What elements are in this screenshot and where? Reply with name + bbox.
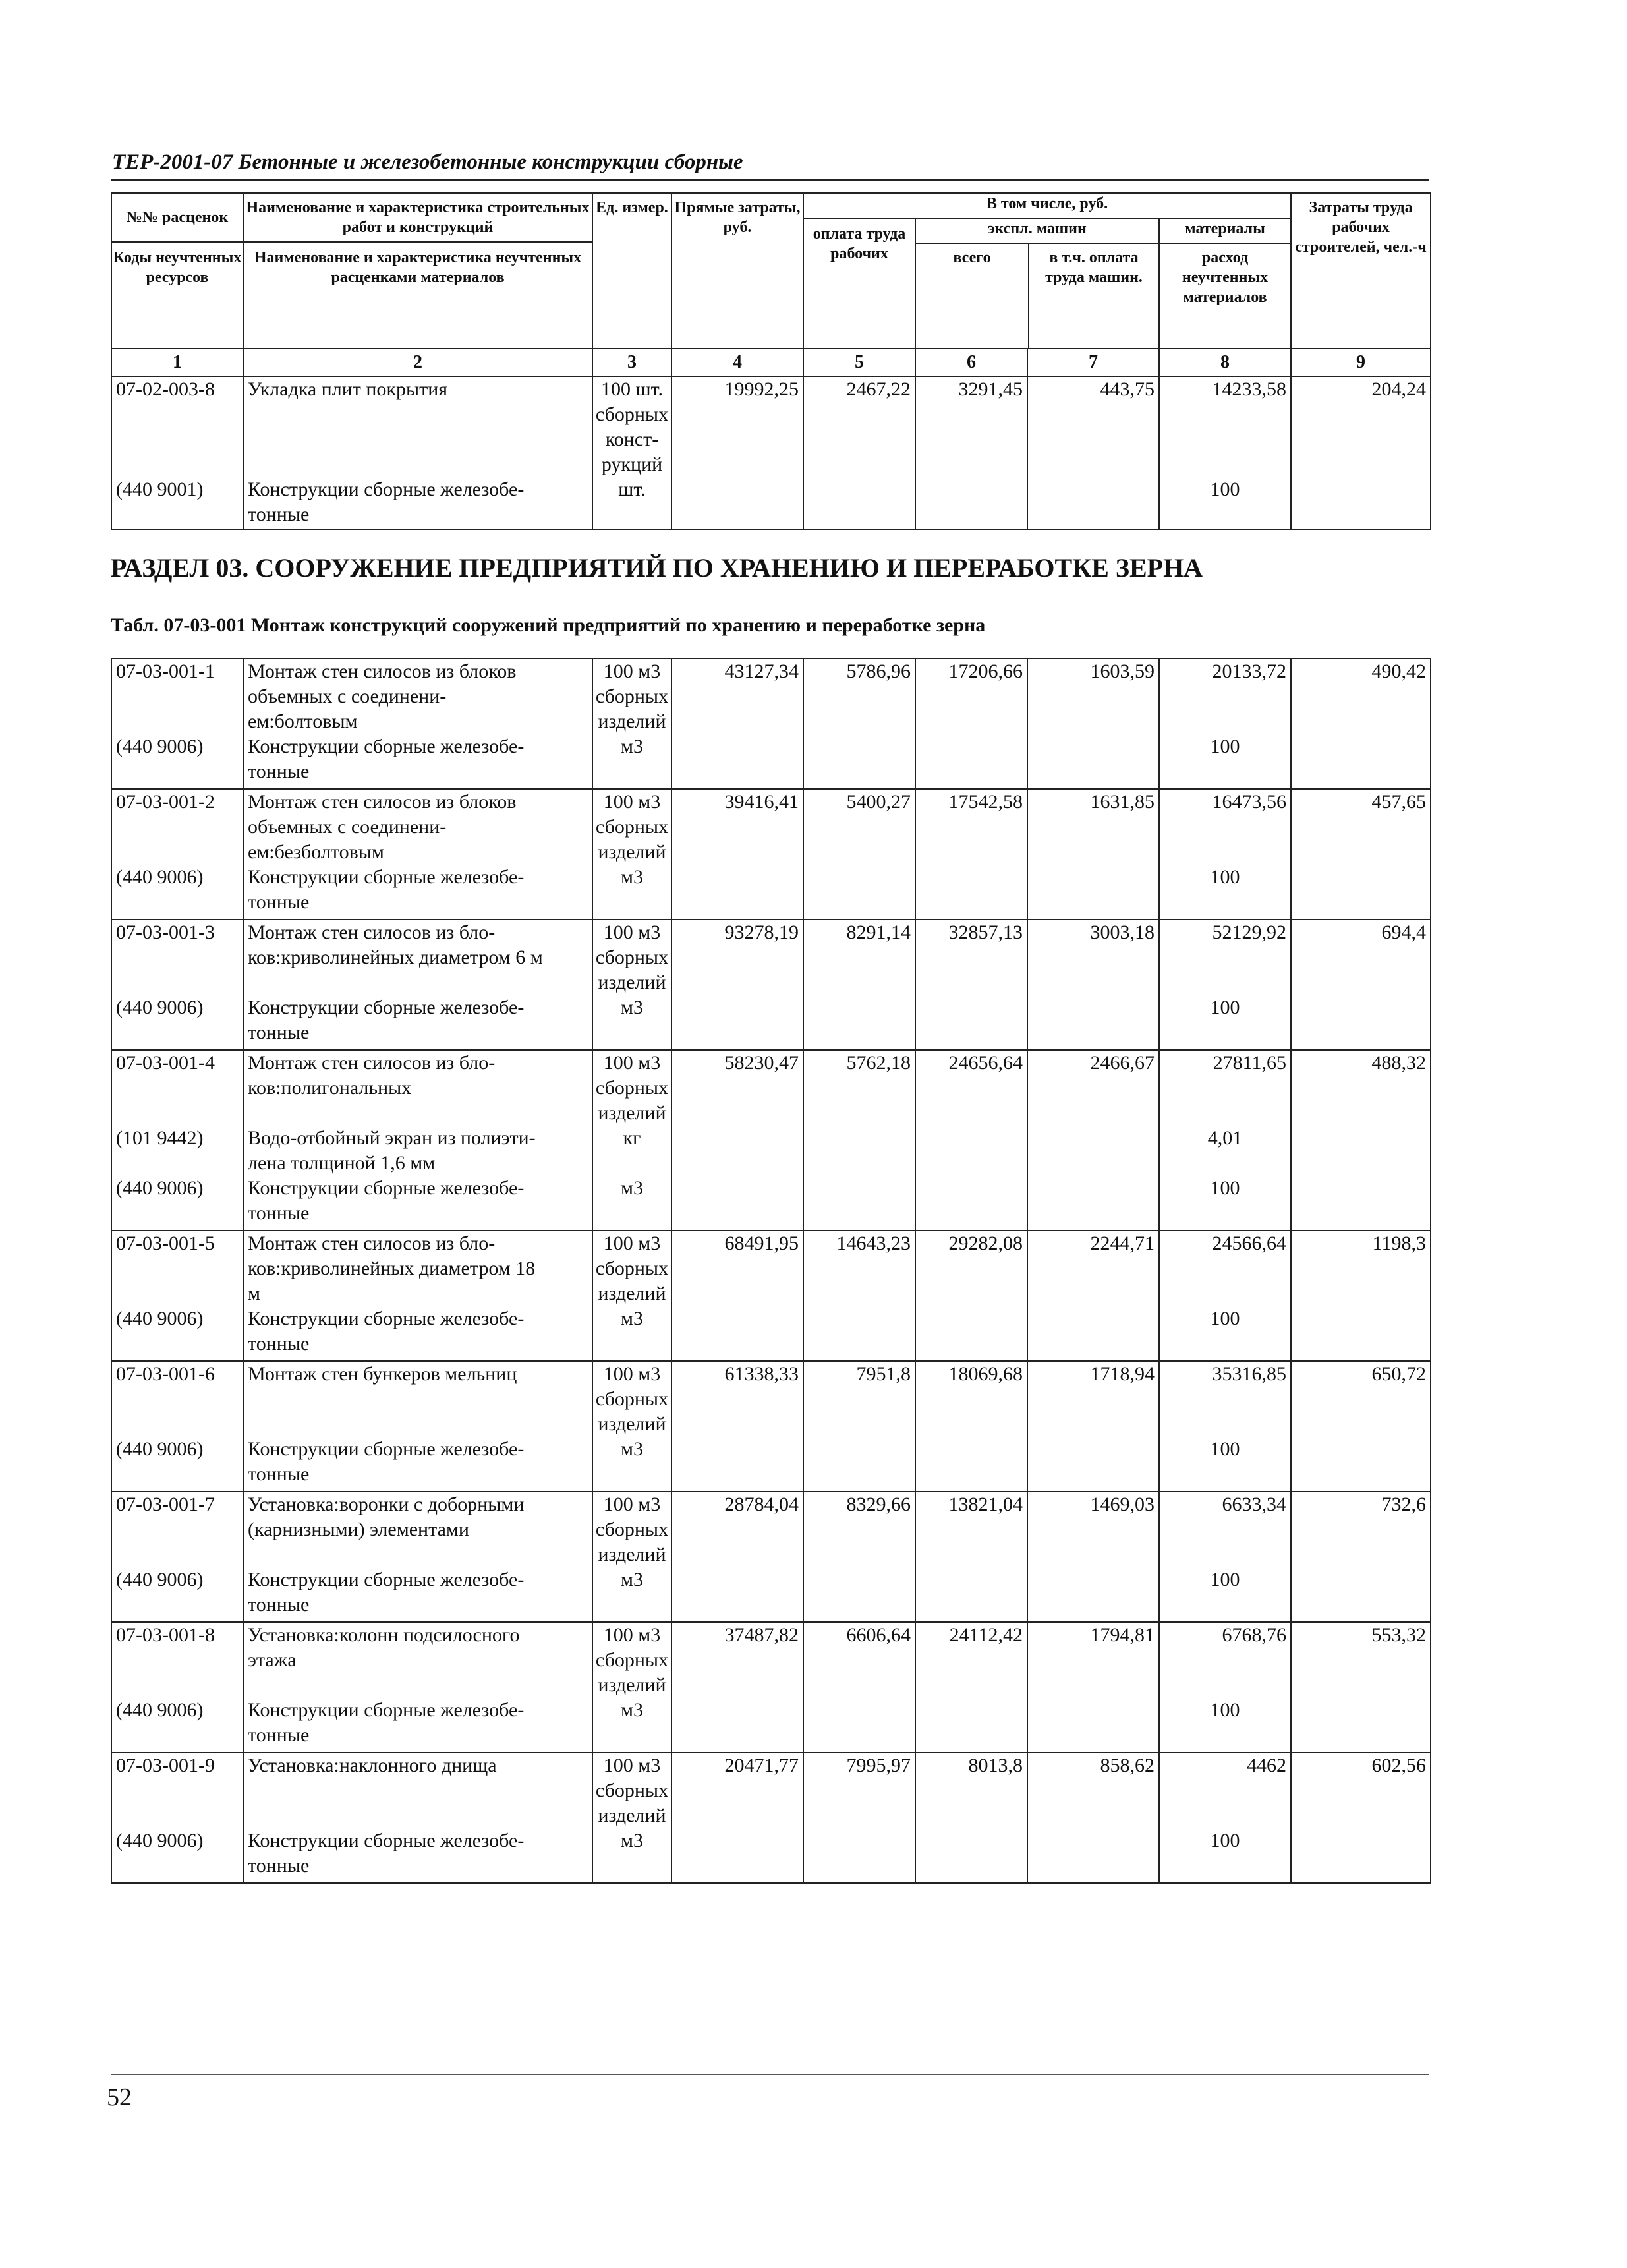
resource-qty: 100: [1210, 1830, 1240, 1851]
work-name: м: [248, 1283, 260, 1304]
col-num-6: 6: [915, 349, 1027, 376]
unit-line: сборных: [595, 685, 669, 707]
resource-qty: 100: [1210, 1308, 1240, 1329]
unit-line: изделий: [598, 841, 666, 863]
resource-unit: м3: [621, 1830, 643, 1851]
resource-name: Конструкции сборные железобе-: [248, 1177, 525, 1199]
table-row: [111, 1622, 1431, 1753]
resource-name: Конструкции сборные железобе-: [248, 736, 525, 757]
materials-cost: 16473,56: [1212, 791, 1286, 813]
resource-name: Конструкции сборные железобе-: [248, 1830, 525, 1851]
wage-cost: 7951,8: [803, 1361, 915, 1492]
machine-cost: 24656,64: [915, 1050, 1027, 1231]
col-num-3: 3: [592, 349, 671, 376]
direct-cost: 19992,25: [671, 376, 803, 529]
work-name: Монтаж стен силосов из бло-: [248, 1052, 496, 1074]
header-rule: [111, 179, 1429, 181]
col-num-5: 5: [803, 349, 915, 376]
materials-cost: 35316,85: [1212, 1363, 1286, 1385]
work-name: ем:болтовым: [248, 711, 358, 732]
unit-line: сборных: [595, 403, 669, 425]
machine-wage-cost: 2244,71: [1027, 1231, 1159, 1361]
resource-qty: 100: [1210, 1177, 1240, 1199]
col-mach-total-header: всего: [916, 244, 1029, 348]
unit-line: сборных: [595, 1077, 669, 1099]
work-name: ков:криволинейных диаметром 6 м: [248, 946, 543, 968]
unit-line: изделий: [598, 1805, 666, 1826]
unit-line: сборных: [595, 816, 669, 838]
materials-cost: 14233,58: [1212, 378, 1287, 400]
resource-qty: 100: [1210, 1699, 1240, 1721]
work-name: (карнизными) элементами: [248, 1519, 469, 1540]
col-wage-header: оплата труда рабочих: [803, 218, 915, 349]
machine-cost: 29282,08: [915, 1231, 1027, 1361]
col-code-header: №№ расценок Коды неучтенных ресурсов: [111, 193, 243, 349]
direct-cost: 37487,82: [671, 1622, 803, 1753]
machine-cost: 18069,68: [915, 1361, 1027, 1492]
labor-hours: 488,32: [1291, 1050, 1431, 1231]
footer-rule: [111, 2074, 1429, 2075]
wage-cost: 5762,18: [803, 1050, 915, 1231]
rates-table: [111, 658, 1431, 1884]
work-name: объемных с соединени-: [248, 816, 447, 838]
unit-line: 100 м3: [603, 1233, 661, 1254]
resource-unit: шт.: [618, 479, 646, 500]
col-materials-header: материалы расход неучтенных материалов: [1159, 218, 1291, 349]
unit-line: изделий: [598, 1544, 666, 1565]
unit-line: сборных: [595, 946, 669, 968]
machine-wage-cost: 858,62: [1027, 1753, 1159, 1883]
resource-name: тонные: [248, 1022, 310, 1043]
unit-line: 100 м3: [603, 1494, 661, 1515]
work-name: ков:криволинейных диаметром 18: [248, 1258, 536, 1279]
resource-code: (440 9006): [116, 736, 204, 757]
table-row: [111, 1361, 1431, 1492]
table-row: [111, 919, 1431, 1050]
rate-code: 07-03-001-6: [116, 1363, 215, 1385]
col-direct-header: Прямые затраты, руб.: [671, 193, 803, 349]
resource-code: (440 9006): [116, 1438, 204, 1460]
wage-cost: 2467,22: [803, 376, 915, 529]
direct-cost: 28784,04: [671, 1492, 803, 1622]
resource-name: Конструкции сборные железобе-: [248, 866, 525, 888]
col-num-4: 4: [671, 349, 803, 376]
rate-code: 07-03-001-1: [116, 660, 215, 682]
resource-unit: м3: [621, 736, 643, 757]
unit-line: конст-: [605, 428, 659, 450]
machine-cost: 17206,66: [915, 658, 1027, 789]
resource-name: Конструкции сборные железобе-: [248, 1308, 525, 1329]
resource-name: тонные: [248, 891, 310, 913]
wage-cost: 5400,27: [803, 789, 915, 919]
resource-code: (101 9442): [116, 1127, 204, 1149]
col-num-9: 9: [1291, 349, 1431, 376]
unit-line: 100 м3: [603, 1624, 661, 1646]
labor-hours: 204,24: [1291, 376, 1431, 529]
materials-cost: 27811,65: [1213, 1052, 1286, 1074]
resource-qty: 4,01: [1207, 1127, 1243, 1149]
rate-code: 07-03-001-3: [116, 921, 215, 943]
wage-cost: 6606,64: [803, 1622, 915, 1753]
labor-hours: 650,72: [1291, 1361, 1431, 1492]
direct-cost: 20471,77: [671, 1753, 803, 1883]
work-name: объемных с соединени-: [248, 685, 447, 707]
resource-code: (440 9006): [116, 1569, 204, 1590]
machine-wage-cost: 2466,67: [1027, 1050, 1159, 1231]
col-labor-header: Затраты труда рабочих строителей, чел.-ч: [1291, 193, 1431, 349]
work-name: Установка:наклонного днища: [248, 1755, 497, 1776]
work-name: Монтаж стен силосов из бло-: [248, 1233, 496, 1254]
resource-name: тонные: [248, 761, 310, 782]
resource-name: тонные: [248, 1855, 310, 1876]
unit-line: 100 шт.: [601, 378, 663, 400]
resource-qty: 100: [1210, 1569, 1240, 1590]
col-machines-header: экспл. машин всего в т.ч. оплата труда машин.: [915, 218, 1159, 349]
running-head: ТЕР-2001-07 Бетонные и железобетонные конструкции сборные: [112, 150, 743, 174]
unit-line: изделий: [598, 1413, 666, 1435]
table-row: [111, 1753, 1431, 1883]
machine-cost: 17542,58: [915, 789, 1027, 919]
materials-cost: 6768,76: [1222, 1624, 1286, 1646]
resource-unit: м3: [621, 1569, 643, 1590]
unit-line: 100 м3: [603, 660, 661, 682]
unit-line: изделий: [598, 711, 666, 732]
resource-code: (440 9001): [116, 479, 204, 500]
table-caption: Табл. 07-03-001 Монтаж конструкций сооружений предприятий по хранению и переработке зерна: [111, 614, 986, 636]
table-row: [111, 789, 1431, 919]
direct-cost: 39416,41: [671, 789, 803, 919]
resource-name: тонные: [248, 1202, 310, 1224]
machine-wage-cost: 1631,85: [1027, 789, 1159, 919]
resource-unit: м3: [621, 1438, 643, 1460]
col-name-header: Наименование и характеристика строительных работ и конструкций Наименование и характеристика неучтенных расценками материалов: [243, 193, 592, 349]
unit-line: изделий: [598, 1102, 666, 1124]
resource-unit: м3: [621, 1177, 643, 1199]
wage-cost: 8329,66: [803, 1492, 915, 1622]
rate-code: 07-03-001-2: [116, 791, 215, 813]
machine-cost: 8013,8: [915, 1753, 1027, 1883]
unit-line: 100 м3: [603, 1363, 661, 1385]
resource-name: тонные: [248, 1724, 310, 1746]
resource-code: (440 9006): [116, 1308, 204, 1329]
unit-line: 100 м3: [603, 791, 661, 813]
wage-cost: 5786,96: [803, 658, 915, 789]
resource-name: лена толщиной 1,6 мм: [248, 1152, 436, 1174]
unit-line: изделий: [598, 1283, 666, 1304]
col-num-7: 7: [1027, 349, 1159, 376]
unit-line: сборных: [595, 1519, 669, 1540]
wage-cost: 14643,23: [803, 1231, 915, 1361]
machine-wage-cost: 1469,03: [1027, 1492, 1159, 1622]
work-name: ем:безболтовым: [248, 841, 384, 863]
resource-name-cont: тонные: [248, 504, 310, 525]
col-group-header: В том числе, руб.: [803, 193, 1291, 218]
resource-qty: 100: [1210, 1438, 1240, 1460]
rate-code: 07-02-003-8: [116, 378, 215, 400]
wage-cost: 7995,97: [803, 1753, 915, 1883]
unit-line: сборных: [595, 1649, 669, 1671]
resource-code: (440 9006): [116, 1177, 204, 1199]
direct-cost: 58230,47: [671, 1050, 803, 1231]
rate-code: 07-03-001-4: [116, 1052, 215, 1074]
resource-code: (440 9006): [116, 997, 204, 1018]
resource-name: Конструкции сборные железобе-: [248, 479, 525, 500]
col-num-2: 2: [243, 349, 592, 376]
resource-qty: 100: [1210, 997, 1240, 1018]
rate-code: 07-03-001-5: [116, 1233, 215, 1254]
labor-hours: 732,6: [1291, 1492, 1431, 1622]
work-name: Монтаж стен бункеров мельниц: [248, 1363, 517, 1385]
wage-cost: 8291,14: [803, 919, 915, 1050]
rate-code: 07-03-001-9: [116, 1755, 215, 1776]
resource-name: тонные: [248, 1463, 310, 1485]
unit-line: сборных: [595, 1780, 669, 1801]
resource-unit: м3: [621, 866, 643, 888]
work-name: Установка:воронки с доборными: [248, 1494, 525, 1515]
table-row: [111, 1231, 1431, 1361]
unit-line: рукций: [601, 453, 663, 475]
table-row: [111, 658, 1431, 789]
unit-line: изделий: [598, 972, 666, 993]
col-num-1: 1: [111, 349, 243, 376]
resource-code: (440 9006): [116, 1830, 204, 1851]
unit-line: 100 м3: [603, 921, 661, 943]
work-name: Монтаж стен силосов из бло-: [248, 921, 496, 943]
labor-hours: 553,32: [1291, 1622, 1431, 1753]
work-name: этажа: [248, 1649, 297, 1671]
work-name: Укладка плит покрытия: [248, 378, 448, 400]
table-row: [111, 1492, 1431, 1622]
resource-name: Конструкции сборные железобе-: [248, 1438, 525, 1460]
unit-line: 100 м3: [603, 1755, 661, 1776]
materials-cost: 20133,72: [1212, 660, 1286, 682]
direct-cost: 93278,19: [671, 919, 803, 1050]
materials-cost: 4462: [1247, 1755, 1286, 1776]
resource-name: тонные: [248, 1333, 310, 1354]
resource-qty: 100: [1210, 479, 1240, 500]
direct-cost: 68491,95: [671, 1231, 803, 1361]
unit-line: сборных: [595, 1258, 669, 1279]
labor-hours: 490,42: [1291, 658, 1431, 789]
resource-qty: 100: [1210, 736, 1240, 757]
resource-name: тонные: [248, 1594, 310, 1615]
resource-qty: 100: [1210, 866, 1240, 888]
machine-wage-cost: 1603,59: [1027, 658, 1159, 789]
machine-wage-cost: 443,75: [1027, 376, 1159, 529]
work-name: Монтаж стен силосов из блоков: [248, 791, 517, 813]
rate-code: 07-03-001-7: [116, 1494, 215, 1515]
rates-header-table: [111, 192, 1431, 530]
machine-cost: 13821,04: [915, 1492, 1027, 1622]
direct-cost: 43127,34: [671, 658, 803, 789]
labor-hours: 1198,3: [1291, 1231, 1431, 1361]
labor-hours: 457,65: [1291, 789, 1431, 919]
resource-unit: кг: [623, 1127, 641, 1149]
work-name: Установка:колонн подсилосного: [248, 1624, 520, 1646]
machine-cost: 3291,45: [915, 376, 1027, 529]
unit-line: 100 м3: [603, 1052, 661, 1074]
resource-unit: м3: [621, 997, 643, 1018]
resource-name: Конструкции сборные железобе-: [248, 1699, 525, 1721]
table-row: [111, 376, 1431, 529]
rate-code: 07-03-001-8: [116, 1624, 215, 1646]
materials-cost: 6633,34: [1222, 1494, 1286, 1515]
machine-wage-cost: 1794,81: [1027, 1622, 1159, 1753]
col-unit-header: Ед. измер.: [592, 193, 671, 349]
resource-unit: м3: [621, 1308, 643, 1329]
materials-cost: 24566,64: [1212, 1233, 1286, 1254]
unit-line: сборных: [595, 1388, 669, 1410]
materials-cost: 52129,92: [1212, 921, 1286, 943]
resource-unit: м3: [621, 1699, 643, 1721]
unit-line: изделий: [598, 1674, 666, 1696]
machine-cost: 32857,13: [915, 919, 1027, 1050]
machine-wage-cost: 1718,94: [1027, 1361, 1159, 1492]
col-num-8: 8: [1159, 349, 1291, 376]
col-mach-wage-header: в т.ч. оплата труда машин.: [1045, 249, 1143, 286]
table-row: [111, 1050, 1431, 1231]
direct-cost: 61338,33: [671, 1361, 803, 1492]
resource-code: (440 9006): [116, 1699, 204, 1721]
machine-cost: 24112,42: [915, 1622, 1027, 1753]
labor-hours: 694,4: [1291, 919, 1431, 1050]
section-title: РАЗДЕЛ 03. СООРУЖЕНИЕ ПРЕДПРИЯТИЙ ПО ХРАНЕНИЮ И ПЕРЕРАБОТКЕ ЗЕРНА: [111, 553, 1203, 583]
resource-code: (440 9006): [116, 866, 204, 888]
work-name: Монтаж стен силосов из блоков: [248, 660, 517, 682]
resource-name: Конструкции сборные железобе-: [248, 997, 525, 1018]
work-name: ков:полигональных: [248, 1077, 412, 1099]
labor-hours: 602,56: [1291, 1753, 1431, 1883]
resource-name: Водо-отбойный экран из полиэти-: [248, 1127, 536, 1149]
page-number: 52: [107, 2083, 132, 2111]
machine-wage-cost: 3003,18: [1027, 919, 1159, 1050]
resource-name: Конструкции сборные железобе-: [248, 1569, 525, 1590]
